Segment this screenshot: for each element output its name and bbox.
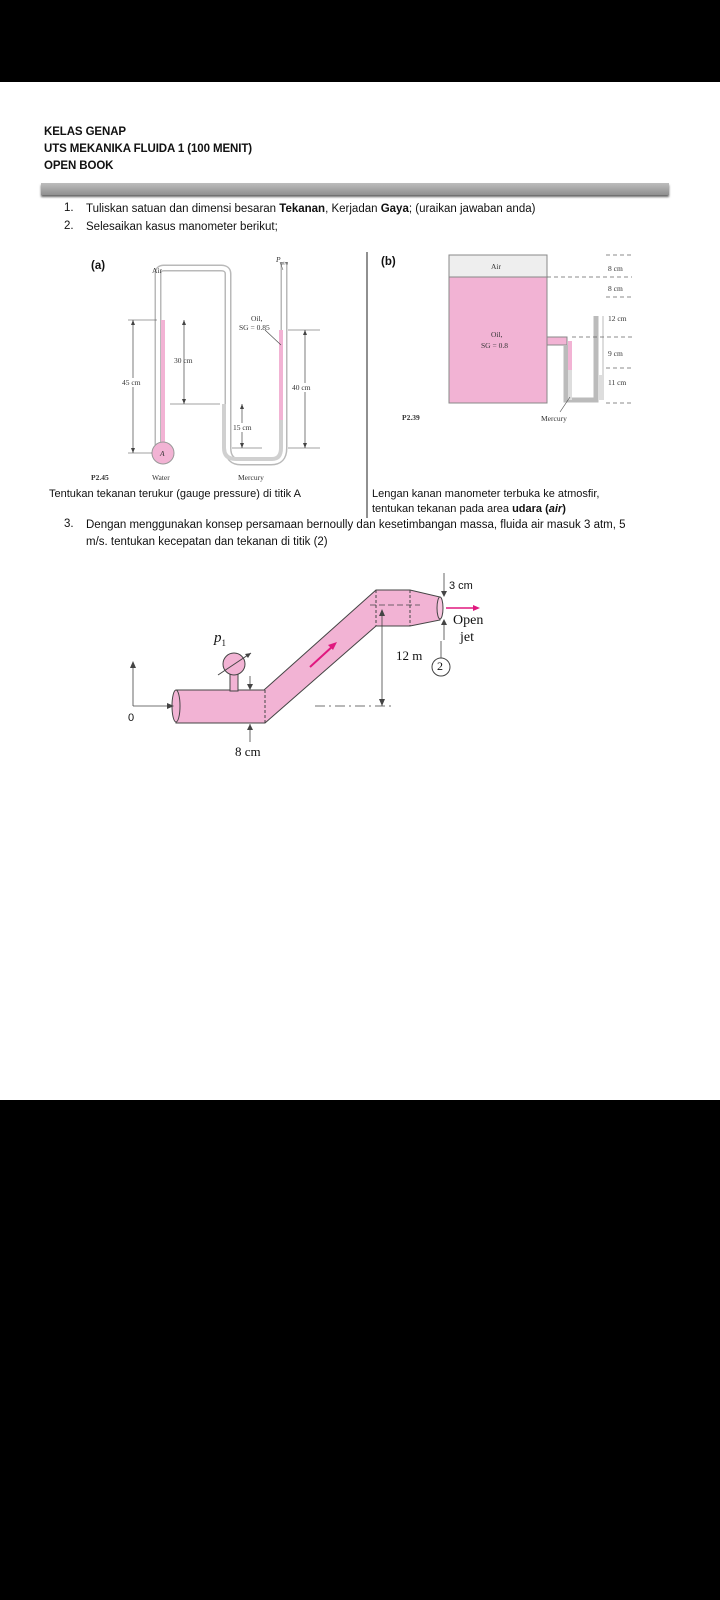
header-open-book: OPEN BOOK — [44, 160, 114, 172]
fig-a-id: P2.45 — [91, 473, 109, 482]
fig-a-oil-sg: SG = 0.85 — [239, 323, 270, 332]
q2-number: 2. — [64, 220, 74, 232]
fig3-jet-label: jet — [460, 630, 474, 645]
q2-text: Selesaikan kasus manometer berikut; — [86, 221, 278, 233]
fig-b-mercury-label: Mercury — [541, 414, 567, 423]
q1-text: Tuliskan satuan dan dimensi besaran Tekanan, Kerjadan Gaya; (uraikan jawaban anda) — [86, 203, 536, 215]
fig3-datum-zero: 0 — [128, 712, 135, 724]
fig-b-tag: (b) — [381, 256, 396, 268]
fig-a-dim-15: 15 cm — [233, 423, 252, 432]
fig3-dim-3cm: 3 cm — [449, 580, 473, 592]
fig3-height-label: 12 m — [396, 648, 423, 663]
q1-number: 1. — [64, 202, 74, 214]
fig3-point-2: 2 — [437, 659, 443, 673]
q3-number: 3. — [64, 518, 74, 530]
fig-a-tag: (a) — [91, 260, 106, 272]
fig-a-point-A: A — [160, 449, 165, 458]
fig-a-water-label: Water — [152, 473, 170, 482]
fig-b-dim-8b: 8 cm — [608, 284, 623, 293]
fig-a-dim-45: 45 cm — [122, 378, 141, 387]
fig-a-dim-40: 40 cm — [292, 383, 311, 392]
bottom-black-area — [0, 1100, 720, 1600]
header-exam-title: UTS MEKANIKA FLUIDA 1 (100 MENIT) — [44, 143, 252, 155]
fig-b-dim-11: 11 cm — [608, 378, 627, 387]
fig-a-caption: Tentukan tekanan terukur (gauge pressure) di titik A — [49, 488, 301, 500]
fig-a-oil-label: Oil, — [251, 314, 263, 323]
fig-b-caption-line2: tentukan tekanan pada area udara (air) — [372, 503, 566, 515]
q3-line1: Dengan menggunakan konsep persamaan bernoully dan kesetimbangan massa, fluida air masuk 3 atm, 5 — [86, 519, 626, 531]
fig-b-dim-12: 12 cm — [608, 314, 627, 323]
fig3-open-label: Open — [453, 613, 484, 628]
fig3-dim-8cm: 8 cm — [235, 744, 261, 759]
header-class: KELAS GENAP — [44, 126, 126, 138]
fig-a-patm-label: $P_{atm}$ — [276, 255, 289, 267]
fig-b-id: P2.39 — [402, 413, 420, 422]
fig-b-oil-sg: SG = 0.8 — [481, 341, 508, 350]
fig-a-air-label: Air — [152, 266, 162, 275]
fig-b-caption-line1: Lengan kanan manometer terbuka ke atmosfir, — [372, 488, 600, 500]
fig-a-mercury-label: Mercury — [238, 473, 264, 482]
fig3-p1-label: $p_1$ — [214, 630, 226, 648]
fig-b-dim-9: 9 cm — [608, 349, 623, 358]
q3-line2: m/s. tentukan kecepatan dan tekanan di titik (2) — [86, 536, 328, 548]
fig-b-oil-label: Oil, — [491, 330, 503, 339]
fig-a-dim-30: 30 cm — [174, 356, 193, 365]
fig-b-air-label: Air — [491, 262, 501, 271]
fig-b-dim-8a: 8 cm — [608, 264, 623, 273]
